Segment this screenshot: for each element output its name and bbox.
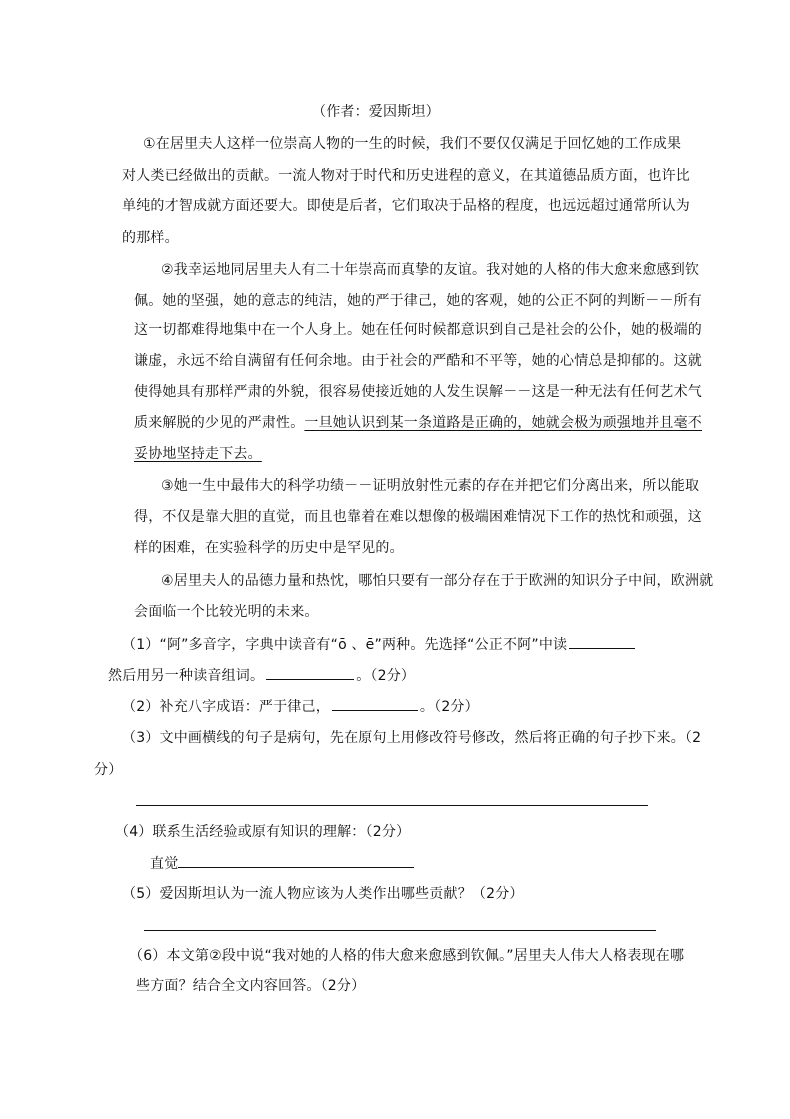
paragraph-1-line-1: ①在居里夫人这样一位崇高人物的一生的时候，我们不要仅仅满足于回忆她的工作成果	[143, 136, 682, 152]
question-5-line: （5）爱因斯坦认为一流人物应该为人类作出哪些贡献？（2分）	[122, 886, 524, 902]
answer-blank-q4[interactable]	[178, 853, 414, 868]
answer-line-q5[interactable]	[144, 930, 656, 931]
paragraph-2-line-4: 谦虚，永远不给自满留有任何余地。由于社会的严酷和不平等，她的心情总是抑郁的。这就	[134, 353, 702, 369]
question-2-line	[122, 696, 479, 717]
underlined-sentence-part-2: 妥协地坚持走下去。	[134, 446, 262, 462]
paragraph-4-line-1: ④居里夫人的品德力量和热忱，哪怕只要有一部分存在于于欧洲的知识分子中间，欧洲就	[161, 573, 714, 589]
paragraph-1-line-2: 对人类已经做出的贡献。一流人物对于时代和历史进程的意义，在其道德品质方面，也许比	[122, 168, 690, 184]
author-line: （作者：爱因斯坦）	[312, 104, 440, 120]
answer-blank-q2[interactable]	[332, 696, 418, 711]
question-3-line-2: 分）	[94, 762, 123, 778]
question-1-text: （1）“阿”多音字，字典中读音有“ō 、ē”两种。先选择“公正不阿”中读	[122, 637, 568, 653]
paragraph-1-line-3: 单纯的才智成就方面还要大。即使是后者，它们取决于品格的程度，也远远超过通常所认为	[122, 198, 690, 214]
question-1-line-1	[122, 634, 637, 655]
paragraph-3-line-3: 样的困难，在实验科学的历史中是罕见的。	[134, 540, 404, 556]
question-4-term: 直觉	[150, 856, 179, 872]
paragraph-2-line-2: 佩。她的坚强，她的意志的纯洁，她的严于律己，她的客观，她的公正不阿的判断－－所有	[134, 293, 702, 309]
question-6-line-2: 些方面？结合全文内容回答。（2分）	[136, 978, 366, 994]
question-1-continuation: 然后用另一种读音组词。	[108, 668, 265, 684]
question-1-score: 。（2分）	[356, 668, 416, 684]
paragraph-3-line-1: ③她一生中最伟大的科学功绩－－证明放射性元素的存在并把它们分离出来，所以能取	[161, 478, 700, 494]
paragraph-2-line-6	[134, 413, 702, 433]
answer-line-q3[interactable]	[136, 805, 648, 806]
paragraph-2-line-1: ②我幸运地同居里夫人有二十年崇高而真挚的友谊。我对她的人格的伟大愈来愈感到钦	[161, 262, 700, 278]
underlined-sentence-part-1: 一旦她认识到某一条道路是正确的，她就会极为顽强地并且毫不	[304, 415, 703, 431]
question-3-line-1: （3）文中画横线的句子是病句，先在原句上用修改符号修改，然后将正确的句子抄下来。（2	[122, 730, 702, 746]
answer-blank-q1-reading[interactable]	[569, 634, 635, 649]
paragraph-2-line-5: 使得她具有那样严肃的外貌，很容易使接近她的人发生误解－－这是一种无法有任何艺术气	[134, 384, 702, 400]
question-1-line-2	[108, 665, 415, 686]
question-6-line-1: （6）本文第②段中说“我对她的人格的伟大愈来愈感到钦佩。”居里夫人伟大人格表现在哪	[129, 948, 685, 964]
question-2-score: 。（2分）	[419, 699, 479, 715]
paragraph-2-line-6-plain: 质来解脱的少见的严肃性。	[134, 415, 305, 431]
question-4-term-line	[150, 853, 416, 874]
paragraph-1-line-4: 的那样。	[122, 230, 179, 246]
paragraph-3-line-2: 得，不仅是靠大胆的直觉，而且也靠着在难以想像的极端困难情况下工作的热忱和顽强，这	[134, 509, 702, 525]
paragraph-4-line-2: 会面临一个比较光明的未来。	[134, 604, 319, 620]
question-4-line: （4）联系生活经验或原有知识的理解：（2分）	[115, 824, 411, 840]
paragraph-2-line-3: 这一切都难得地集中在一个人身上。她在任何时候都意识到自己是社会的公仆，她的极端的	[134, 322, 702, 338]
answer-blank-q1-word[interactable]	[266, 665, 354, 680]
question-2-text: （2）补充八字成语：严于律己，	[122, 699, 330, 715]
